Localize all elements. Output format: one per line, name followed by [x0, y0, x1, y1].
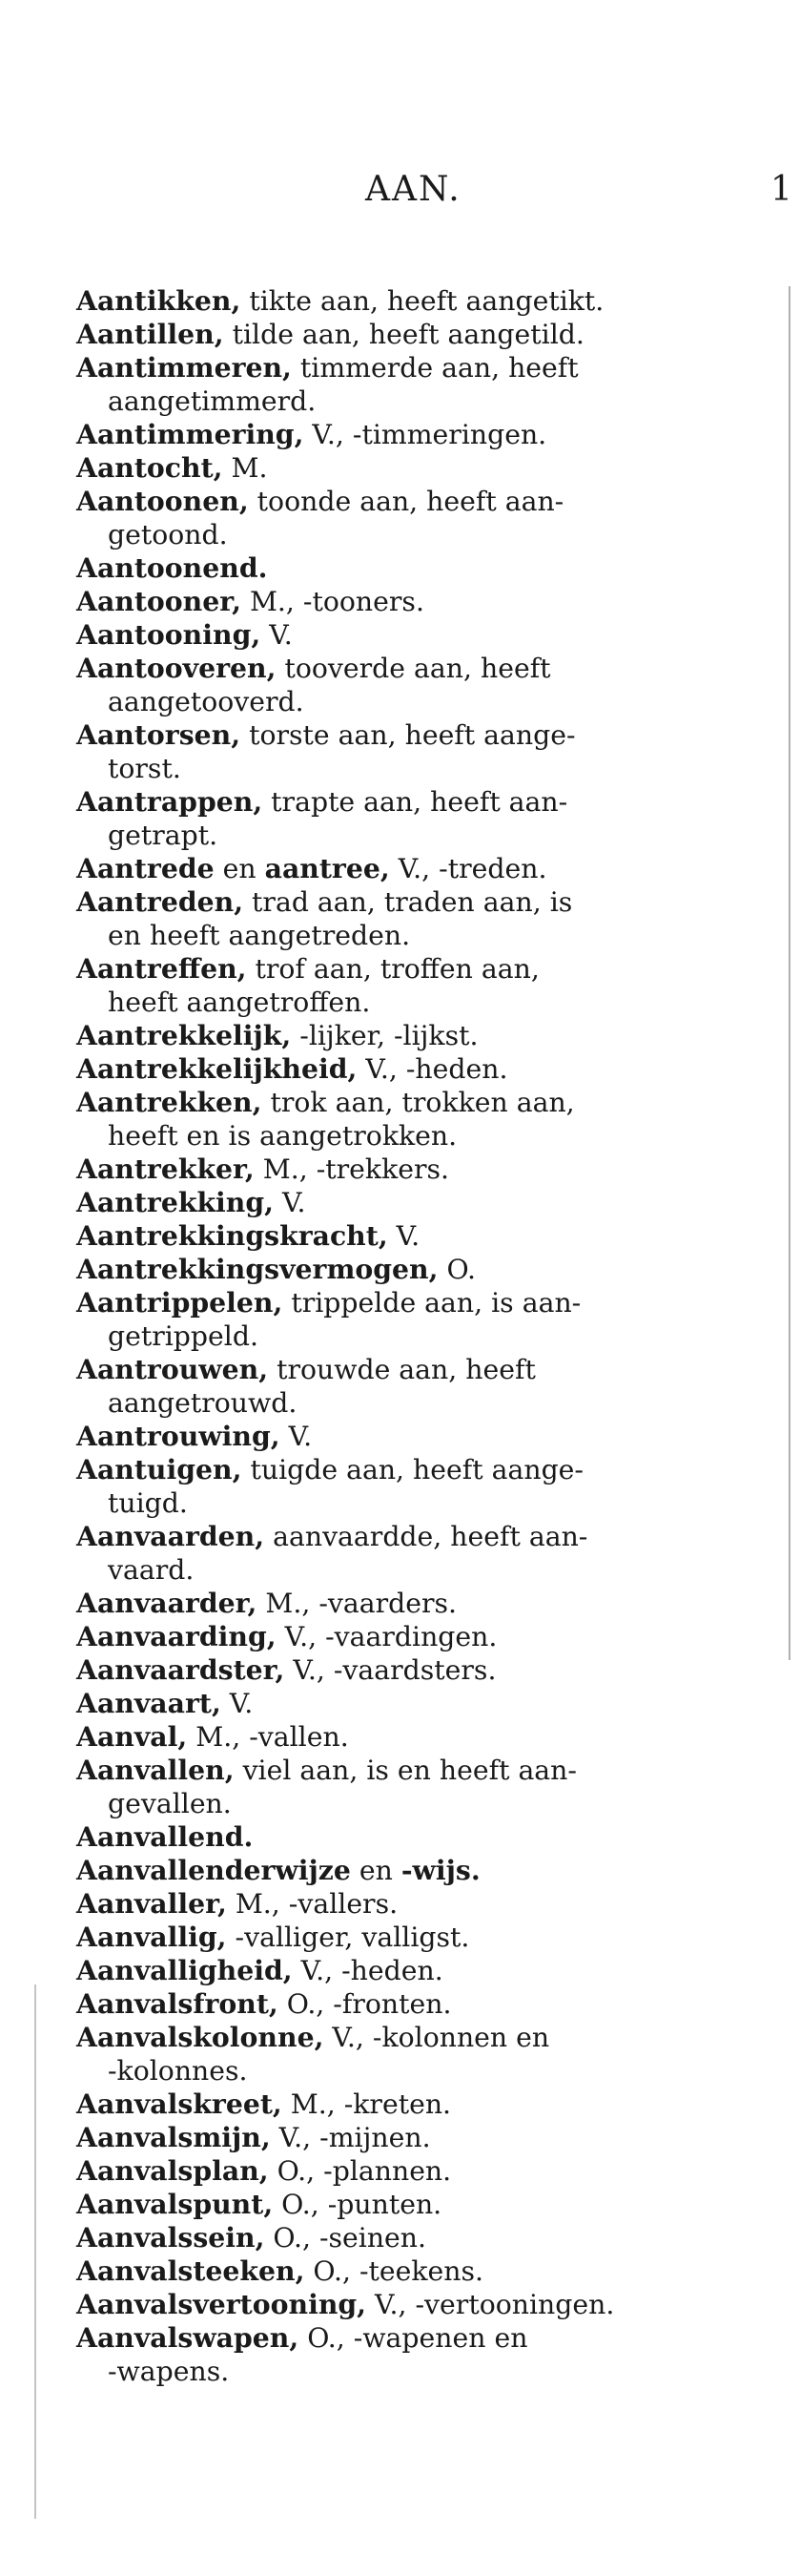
- entry-headword: Aanvalskreet,: [76, 2088, 282, 2120]
- entry-headword: Aanvalsteeken,: [76, 2254, 305, 2287]
- dictionary-entry: [76, 418, 753, 451]
- entry-line: [76, 1921, 753, 1954]
- dictionary-entry: [76, 1887, 753, 1921]
- page-title: AAN.: [365, 170, 462, 209]
- dictionary-entry: [76, 1353, 753, 1420]
- dictionary-entry: [76, 1052, 753, 1086]
- entry-continuation: heeft aangetroffen.: [108, 987, 371, 1018]
- entry-line: [76, 1954, 753, 1987]
- entry-headword: Aanvalligheid,: [76, 1954, 293, 1986]
- entry-headword: Aanvalsplan,: [76, 2154, 269, 2187]
- entry-headword: Aantimmeren,: [76, 351, 292, 384]
- entry-continuation: gevallen.: [108, 1788, 232, 1819]
- entry-line: [76, 852, 753, 885]
- entry-line: [76, 318, 753, 351]
- entry-continuation: aangetooverd.: [108, 686, 304, 717]
- entry-definition: V., -vaardsters.: [284, 1654, 497, 1686]
- entry-headword: Aantrekken,: [76, 1086, 262, 1118]
- entry-headword: Aanvalsmijn,: [76, 2121, 271, 2153]
- dictionary-entry: [76, 885, 753, 952]
- entry-definition: trouwde aan, heeft: [268, 1354, 536, 1385]
- entry-line: [76, 2321, 753, 2355]
- entry-continuation: getrippeld.: [108, 1320, 258, 1352]
- entry-headword: Aanvaarden,: [76, 1520, 265, 1552]
- entry-definition: O., -plannen.: [268, 2155, 452, 2187]
- entry-headword: Aantreden,: [76, 885, 244, 918]
- entry-line: [76, 2221, 753, 2254]
- entry-line: [76, 1653, 753, 1687]
- entry-definition: torste aan, heeft aange-: [240, 719, 576, 751]
- dictionary-entry: [76, 1620, 753, 1653]
- entry-line: [76, 618, 753, 652]
- entry-definition: -lijker, -lijkst.: [291, 1020, 479, 1051]
- dictionary-entry: [76, 1954, 753, 1987]
- entry-headword: Aantoonend.: [76, 551, 268, 584]
- dictionary-entry: [76, 2321, 753, 2388]
- entry-definition: tuigde aan, heeft aange-: [241, 1454, 584, 1485]
- entry-definition: V.: [260, 619, 293, 651]
- dictionary-entry: [76, 2221, 753, 2254]
- entry-definition: trippelde aan, is aan-: [282, 1287, 582, 1319]
- entry-line: [76, 1687, 753, 1720]
- dictionary-entry: [76, 618, 753, 652]
- dictionary-entry: [76, 2021, 753, 2088]
- entry-definition: toonde aan, heeft aan-: [248, 486, 564, 517]
- entry-line: [76, 1219, 753, 1253]
- dictionary-entry: [76, 2154, 753, 2188]
- entry-definition: M., -vallen.: [187, 1721, 349, 1753]
- entry-headword: Aanvallend.: [76, 1820, 254, 1853]
- entry-headword: Aanvalspunt,: [76, 2188, 274, 2220]
- entry-definition: timmerde aan, heeft: [291, 352, 579, 384]
- dictionary-entries: [76, 284, 753, 2388]
- entry-definition: V., -timmeringen.: [303, 419, 547, 450]
- entry-definition: M., -vaarders.: [256, 1588, 458, 1619]
- dictionary-entry: [76, 2121, 753, 2154]
- entry-headword: Aantrekkingsvermogen,: [76, 1253, 439, 1285]
- entry-headword: Aantrekkingskracht,: [76, 1219, 388, 1252]
- entry-continuation: getoond.: [108, 519, 228, 551]
- dictionary-entry: [76, 785, 753, 852]
- entry-headword: Aantocht,: [76, 451, 223, 484]
- entry-definition: O., -punten.: [273, 2189, 442, 2220]
- column-rule-left: [34, 1984, 36, 2519]
- entry-definition: V., -heden.: [292, 1955, 443, 1986]
- dictionary-entry: [76, 1086, 753, 1153]
- entry-continuation: -wapens.: [108, 2356, 230, 2387]
- entry-definition: M., -trekkers.: [254, 1153, 450, 1185]
- dictionary-entry: [76, 1754, 753, 1820]
- entry-definition: M., -vallers.: [226, 1888, 399, 1920]
- dictionary-entry: [76, 1453, 753, 1520]
- page-header: [0, 170, 800, 227]
- entry-headword: Aantrekkelijkheid,: [76, 1052, 358, 1085]
- entry-definition: tikte aan, heeft aangetikt.: [240, 285, 605, 317]
- entry-line: [76, 1353, 753, 1386]
- dictionary-entry: [76, 1520, 753, 1587]
- entry-continuation: en heeft aangetreden.: [108, 920, 411, 951]
- entry-headword: Aanval,: [76, 1720, 188, 1753]
- dictionary-entry: [76, 652, 753, 718]
- entry-headword: Aantrede: [76, 852, 215, 884]
- entry-headword: Aanvalsvertooning,: [76, 2288, 367, 2320]
- entry-headword: Aantillen,: [76, 318, 224, 350]
- dictionary-entry: [76, 1987, 753, 2021]
- entry-headword: Aanvaarding,: [76, 1620, 277, 1652]
- entry-line: [76, 585, 753, 618]
- entry-definition: V.: [220, 1688, 254, 1719]
- entry-headword: Aanvalskolonne,: [76, 2021, 324, 2053]
- dictionary-entry: [76, 852, 753, 885]
- entry-headword: Aantorsen,: [76, 718, 241, 751]
- entry-continuation: torst.: [108, 753, 181, 784]
- dictionary-entry: [76, 1720, 753, 1754]
- entry-definition: -valliger, valligst.: [226, 1922, 470, 1953]
- dictionary-entry: [76, 2254, 753, 2288]
- entry-line: [76, 2188, 753, 2221]
- entry-headword: Aantooveren,: [76, 652, 277, 684]
- entry-line: [76, 1587, 753, 1620]
- entry-definition: V., -kolonnen en: [323, 2022, 550, 2053]
- dictionary-entry: [76, 1420, 753, 1453]
- entry-headword: Aantooner,: [76, 585, 241, 617]
- entry-definition: M., -tooners.: [240, 586, 424, 617]
- entry-line: [76, 1420, 753, 1453]
- dictionary-entry: [76, 1587, 753, 1620]
- entry-line: [76, 1720, 753, 1754]
- entry-headword: Aanvaart,: [76, 1687, 221, 1719]
- dictionary-entry: [76, 1253, 753, 1286]
- entry-line: [76, 1052, 753, 1086]
- entry-definition: O., -fronten.: [277, 1988, 452, 2020]
- entry-line: [76, 1520, 753, 1553]
- entry-continuation: tuigd.: [108, 1487, 188, 1519]
- entry-headword: Aantimmering,: [76, 418, 304, 450]
- entry-line: [76, 284, 753, 318]
- entry-definition: trok aan, trokken aan,: [261, 1087, 575, 1118]
- entry-line: [76, 1854, 753, 1887]
- dictionary-entry: [76, 1286, 753, 1353]
- entry-definition: V., -mijnen.: [270, 2122, 431, 2153]
- entry-line: [76, 1253, 753, 1286]
- entry-line: [76, 418, 753, 451]
- entry-headword: Aanvalssein,: [76, 2221, 265, 2254]
- dictionary-entry: [76, 1854, 753, 1887]
- entry-line: [76, 1019, 753, 1052]
- entry-continuation: aangetimmerd.: [108, 385, 317, 417]
- dictionary-entry: [76, 1153, 753, 1186]
- entry-definition: M., -kreten.: [281, 2088, 452, 2120]
- entry-line: [76, 551, 753, 585]
- dictionary-entry: [76, 1019, 753, 1052]
- entry-line: [76, 1086, 753, 1119]
- dictionary-entry: [76, 2288, 753, 2321]
- entry-line: [76, 485, 753, 518]
- entry-line: [76, 351, 753, 384]
- entry-headword: Aantrekker,: [76, 1153, 255, 1185]
- entry-definition: aanvaardde, heeft aan-: [264, 1521, 588, 1552]
- entry-line: [76, 2088, 753, 2121]
- entry-line: [76, 1820, 753, 1854]
- entry-line: [76, 1153, 753, 1186]
- entry-headword: Aanvaarder,: [76, 1587, 257, 1619]
- dictionary-entry: [76, 351, 753, 418]
- entry-definition: V., -vaardingen.: [276, 1621, 498, 1652]
- page-number: 1: [770, 170, 792, 209]
- entry-line: [76, 718, 753, 752]
- entry-continuation: heeft en is aangetrokken.: [108, 1120, 458, 1152]
- entry-definition: V.: [274, 1187, 306, 1218]
- entry-conjunction: en: [214, 853, 265, 884]
- entry-line: [76, 2121, 753, 2154]
- dictionary-entry: [76, 2188, 753, 2221]
- entry-definition: O., -wapenen en: [298, 2322, 528, 2354]
- dictionary-entry: [76, 318, 753, 351]
- entry-continuation: vaard.: [108, 1554, 195, 1586]
- entry-definition: O., -seinen.: [264, 2222, 427, 2254]
- entry-line: [76, 1887, 753, 1921]
- dictionary-entry: [76, 1186, 753, 1219]
- entry-headword: Aantooning,: [76, 618, 261, 651]
- entry-continuation: -kolonnes.: [108, 2055, 248, 2087]
- entry-headword: Aanvallen,: [76, 1754, 235, 1786]
- dictionary-entry: [76, 284, 753, 318]
- entry-definition: O.: [438, 1254, 477, 1285]
- entry-line: [76, 652, 753, 685]
- entry-definition: O., -teekens.: [304, 2255, 484, 2287]
- entry-line: [76, 2021, 753, 2054]
- entry-continuation: getrapt.: [108, 820, 218, 851]
- entry-line: [76, 1620, 753, 1653]
- entry-line: [76, 1186, 753, 1219]
- entry-headword: Aantrouwing,: [76, 1420, 280, 1452]
- dictionary-entry: [76, 718, 753, 785]
- entry-continuation: aangetrouwd.: [108, 1387, 297, 1419]
- entry-line: [76, 1286, 753, 1319]
- entry-headword: Aantrekkelijk,: [76, 1019, 292, 1051]
- entry-definition: V., -vertooningen.: [366, 2289, 615, 2320]
- entry-definition: trapte aan, heeft aan-: [262, 786, 568, 818]
- entry-definition: trof aan, troffen aan,: [246, 953, 540, 985]
- column-rule-right: [789, 286, 790, 1660]
- dictionary-entry: [76, 952, 753, 1019]
- dictionary-entry: [76, 1219, 753, 1253]
- entry-definition: V.: [279, 1421, 313, 1452]
- entry-headword: Aantrekking,: [76, 1186, 275, 1218]
- dictionary-entry: [76, 1820, 753, 1854]
- entry-headword: Aanvallig,: [76, 1921, 227, 1953]
- entry-headword: Aanvalsfront,: [76, 1987, 278, 2020]
- entry-definition: trad aan, traden aan, is: [243, 886, 573, 918]
- entry-line: [76, 451, 753, 485]
- entry-line: [76, 1754, 753, 1787]
- entry-headword: Aantreffen,: [76, 952, 247, 985]
- entry-line: [76, 785, 753, 819]
- entry-headword: Aanvaardster,: [76, 1653, 285, 1686]
- entry-line: [76, 952, 753, 986]
- entry-definition: V.: [387, 1220, 421, 1252]
- entry-headword: Aanvaller,: [76, 1887, 227, 1920]
- entry-definition: tilde aan, heeft aangetild.: [223, 319, 585, 350]
- entry-headword: Aantrappen,: [76, 785, 263, 818]
- entry-headword: Aantrippelen,: [76, 1286, 283, 1319]
- entry-definition: V., -treden.: [389, 853, 547, 884]
- entry-definition: viel aan, is en heeft aan-: [234, 1755, 577, 1786]
- entry-conjunction: en: [350, 1855, 401, 1886]
- dictionary-entry: [76, 1653, 753, 1687]
- entry-headword: Aanvallenderwijze: [76, 1854, 351, 1886]
- entry-headword: Aantuigen,: [76, 1453, 242, 1485]
- entry-line: [76, 2254, 753, 2288]
- entry-headword: Aanvalswapen,: [76, 2321, 299, 2354]
- entry-headword: Aantikken,: [76, 284, 241, 317]
- dictionary-entry: [76, 485, 753, 551]
- entry-line: [76, 1987, 753, 2021]
- entry-headword: Aantoonen,: [76, 485, 249, 517]
- dictionary-entry: [76, 1921, 753, 1954]
- entry-headword-variant: aantree,: [264, 852, 390, 884]
- entry-line: [76, 885, 753, 919]
- entry-headword: Aantrouwen,: [76, 1353, 269, 1385]
- entry-definition: tooverde aan, heeft: [276, 653, 551, 684]
- dictionary-entry: [76, 551, 753, 585]
- entry-line: [76, 2154, 753, 2188]
- entry-definition: M.: [222, 452, 268, 484]
- entry-line: [76, 2288, 753, 2321]
- dictionary-entry: [76, 2088, 753, 2121]
- entry-headword-variant: -wijs.: [400, 1854, 481, 1886]
- dictionary-entry: [76, 1687, 753, 1720]
- entry-line: [76, 1453, 753, 1486]
- dictionary-entry: [76, 451, 753, 485]
- dictionary-entry: [76, 585, 753, 618]
- entry-definition: V., -heden.: [357, 1053, 508, 1085]
